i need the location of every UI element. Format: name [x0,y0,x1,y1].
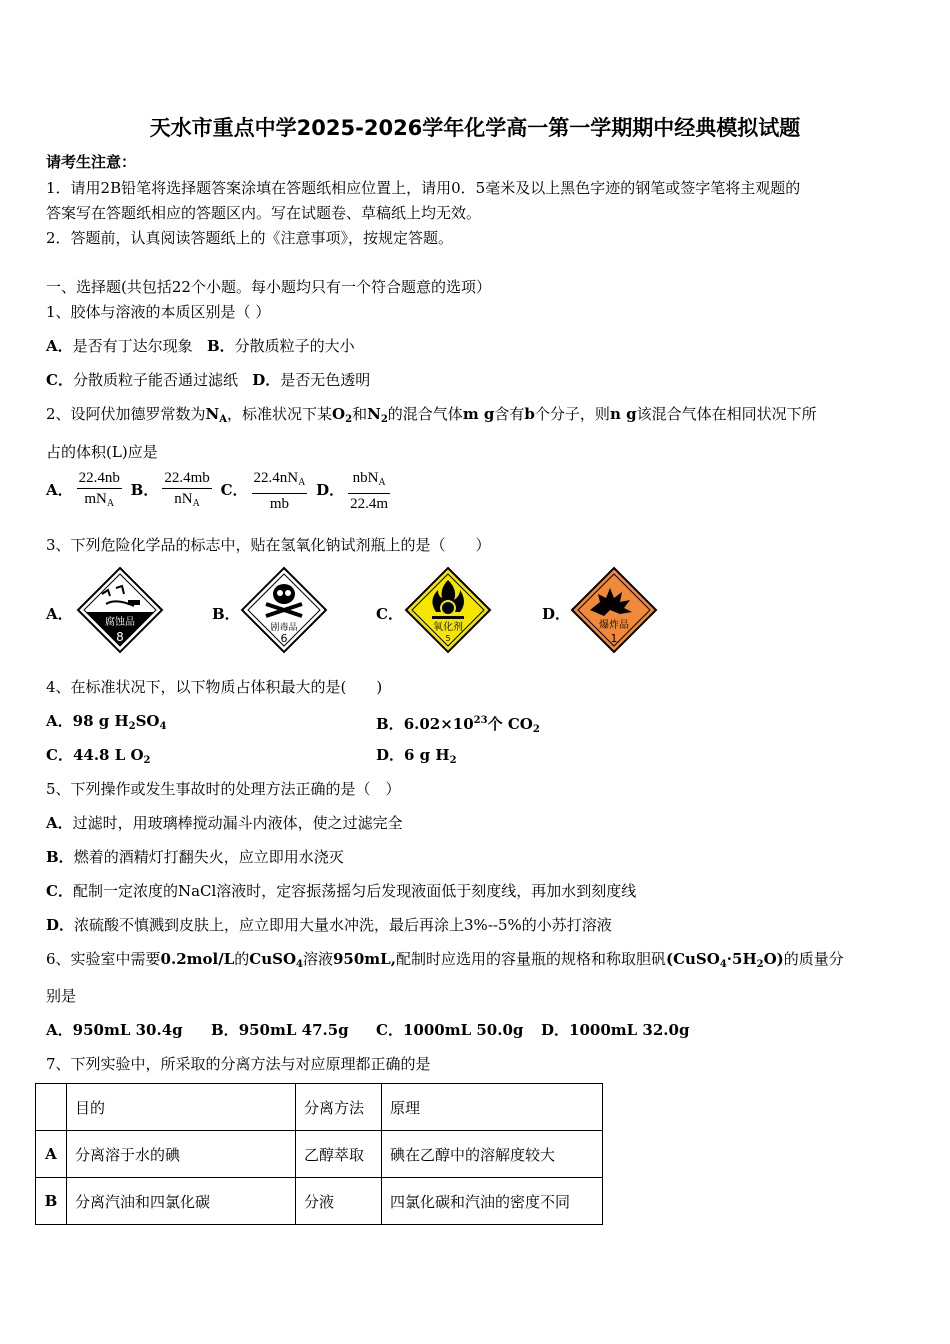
q2-s1: 2、设阿伏加德罗常数为 [46,405,206,423]
q3-c-sign-num: 5 [445,634,451,643]
q2-a-fraction [77,469,122,513]
q2-s10: 该混合气体在相同状况下所 [636,405,817,423]
q2-d-num: nbN$_A$ [348,469,390,494]
table-cell: 碘在乙醇中的溶解度较大 [382,1131,603,1178]
q2-d-label: D． [316,481,345,499]
table-header-cell [36,1084,67,1131]
q2-s3: 和 [352,405,368,423]
q2-c-num: $22.4nN_A$ [252,469,308,494]
q3-d-sign-text: 爆炸品 [599,620,629,631]
q4-option-b: B．$6.02\times 10^{23}$个 $CO_2$ [376,715,540,735]
q2-s9: n g [609,405,637,423]
q2-stem-line2: 占的体积(L)应是 [46,443,158,461]
notice-line-1b: 答案写在答题纸相应的答题区内。写在试题卷、草稿纸上均无效。 [46,204,482,222]
q1-stem: 1、胶体与溶液的本质区别是（ ） [46,303,271,321]
corrosive-sign-icon [76,566,164,654]
explosive-sign-icon [570,566,658,654]
notice-heading: 请考生注意： [46,153,137,171]
q2-s4: 的混合气体 [387,405,463,423]
table-cell: B [36,1178,67,1225]
q2-options [46,469,394,511]
table-cell: 分离汽油和四氯化碳 [67,1178,296,1225]
page-title: 天水市重点中学2025-2026学年化学高一第一学期期中经典模拟试题 [149,116,801,140]
q3-c-sign-text: 氧化剂 [433,622,463,633]
q2-s7: b [524,405,535,423]
q2-b-num: 22.4mb [162,469,211,489]
q2-s2: ，标准状况下某 [227,405,333,423]
q1-b-label: B． [206,337,235,355]
q3-a-sign-num: 8 [116,630,124,644]
q2-d-den: 22.4m [350,496,389,512]
toxic-sign-icon [240,566,328,654]
q5-option-b: B．燃着的酒精灯打翻失火，应立即用水浇灭 [46,848,344,866]
q3-a-label: A． [46,605,73,623]
q2-o-sub: 2 [345,414,353,425]
q5-option-c: C．配制一定浓度的NaCl溶液时，定容振荡摇匀后发现液面低于刻度线，再加水到刻度线 [46,882,637,900]
q3-b-label: B． [212,605,240,623]
notice-line-2: 2．答题前，认真阅读答题纸上的《注意事项》，按规定答题。 [46,229,454,247]
q6-option-c: C．1000mL 50.0g [376,1021,524,1039]
q1-a-text: 是否有丁达尔现象 [72,337,193,355]
q2-a-den: $mN_A$ [84,491,115,509]
q2-n: N [367,405,381,423]
q2-n-sub: 2 [380,414,388,425]
table-cell: A [36,1131,67,1178]
q4-option-c: C．44.8 L $O_2$ [46,746,151,766]
table-header-cell: 分离方法 [296,1084,382,1131]
q1-options-ab [46,336,355,356]
q6-stem-line1: 6、实验室中需要0.2mol/L的CuSO$_4$溶液950mL,配制时应选用的容量瓶的规格和称取胆矾$(CuSO_4\cdot 5H_2O)$的质量分 [46,950,844,970]
q4-option-d: D．6 g $H_2$ [376,746,457,766]
table-cell: 四氯化碳和汽油的密度不同 [382,1178,603,1225]
q2-s8: 个分子，则 [534,405,610,423]
q2-na: N [205,405,220,423]
table-cell: 分液 [296,1178,382,1225]
q1-c-label: C． [46,371,73,389]
q7-table [35,1083,603,1225]
q4-option-a: A．98 g $H_2SO_4$ [46,712,167,732]
q2-c-den: mb [269,496,290,512]
section-heading: 一、选择题(共包括22个小题。每小题均只有一个符合题意的选项） [46,278,491,296]
q2-s5: m g [462,405,495,423]
q3-b-sign-num: 6 [280,632,288,645]
q7-stem: 7、下列实验中，所采取的分离方法与对应原理都正确的是 [46,1055,431,1073]
table-cell: 分离溶于水的碘 [67,1131,296,1178]
q2-c-fraction [252,469,308,513]
q1-a-label: A． [46,337,73,355]
table-row [36,1131,603,1178]
q1-d-label: D． [252,371,281,389]
q2-b-den: $nN_A$ [174,491,200,509]
q6-option-b: B．950mL 47.5g [211,1021,349,1039]
q2-c-label: C． [220,481,248,499]
q5-option-d: D．浓硫酸不慎溅到皮肤上，应立即用大量水冲洗，最后再涂上3%--5%的小苏打溶液 [46,916,612,934]
q6-option-d: D．1000mL 32.0g [541,1021,690,1039]
q5-option-a: A．过滤时，用玻璃棒搅动漏斗内液体，使之过滤完全 [46,814,403,832]
q2-b-label: B． [130,481,159,499]
q3-stem: 3、下列危险化学品的标志中，贴在氢氧化钠试剂瓶上的是（ ） [46,536,491,554]
q2-d-fraction [348,469,390,513]
table-row [36,1178,603,1225]
notice-line-1a: 1．请用2B铅笔将选择题答案涂填在答题纸相应位置上，请用0．5毫米及以上黑色字迹的钢笔或签字笔将主观题的 [46,179,801,197]
q3-b-sign-text: 剧毒品 [270,623,298,633]
q3-d-label: D． [542,605,571,623]
q2-a-num: 22.4nb [77,469,122,489]
q6-option-a: A．950mL 30.4g [46,1021,183,1039]
q2-a-label: A． [46,481,73,499]
q4-stem: 4、在标准状况下，以下物质占体积最大的是( ) [46,678,383,696]
q3-options [46,566,686,658]
q1-c-text: 分散质粒子能否通过滤纸 [72,371,238,389]
q2-o: O [332,405,346,423]
q3-d-sign-num: 1 [610,632,618,645]
table-header-cell: 原理 [382,1084,603,1131]
table-header-cell: 目的 [67,1084,296,1131]
q3-a-sign-text: 腐蚀品 [105,617,135,628]
q3-c-label: C． [376,605,403,623]
q1-d-text: 是否无色透明 [280,371,371,389]
q1-b-text: 分散质粒子的大小 [234,337,355,355]
q2-b-fraction [162,469,211,513]
q6-stem-line2: 别是 [46,987,77,1005]
q1-options-cd [46,370,370,390]
table-header-row [36,1084,603,1131]
q2-s6: 含有 [494,405,525,423]
q5-stem: 5、下列操作或发生事故时的处理方法正确的是（ ） [46,780,401,798]
oxidizer-sign-icon [404,566,492,654]
table-cell: 乙醇萃取 [296,1131,382,1178]
q2-na-sub: A [219,414,228,425]
q2-stem-line1 [46,404,817,430]
